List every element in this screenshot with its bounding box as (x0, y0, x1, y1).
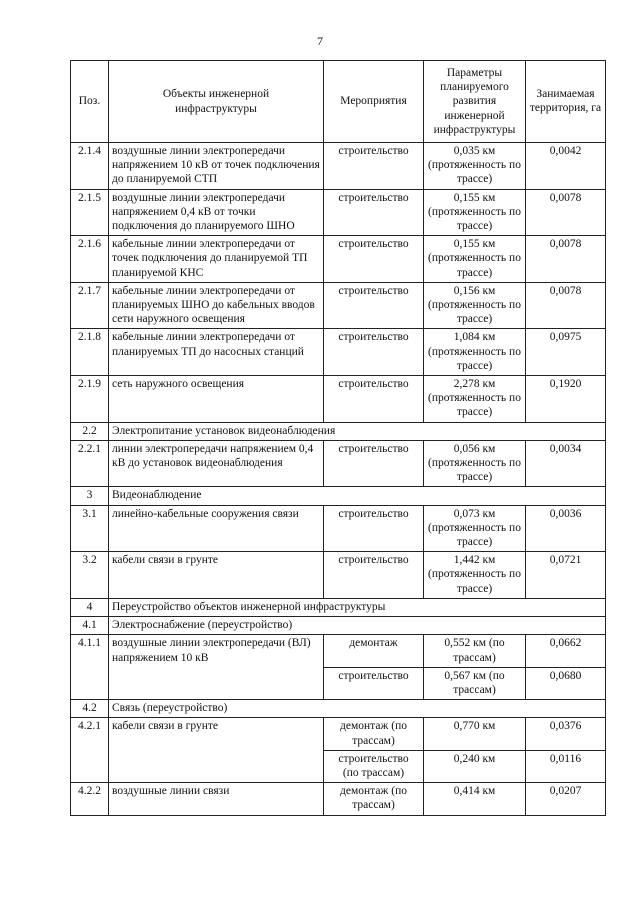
row-object: кабельные линии электропередачи от планируемых ТП до насосных станций (109, 329, 324, 376)
section-pos: 3 (71, 487, 109, 505)
row-measure: строительство (324, 667, 424, 699)
section-pos: 2.2 (71, 422, 109, 440)
table-row (71, 440, 606, 487)
row-pos: 2.1.7 (71, 282, 109, 329)
row-parameter: 0,414 км (424, 783, 526, 815)
row-measure: строительство (324, 143, 424, 190)
section-title: Связь (переустройство) (109, 700, 606, 718)
section-title: Электропитание установок видеонаблюдения (109, 422, 606, 440)
section-title: Переустройство объектов инженерной инфраструктуры (109, 598, 606, 616)
row-territory: 0,0078 (526, 282, 606, 329)
table-row (71, 329, 606, 376)
row-territory: 0,0042 (526, 143, 606, 190)
header-objects: Объекты инженерной инфраструктуры (109, 61, 324, 143)
section-row (71, 617, 606, 635)
row-object: кабельные линии электропередачи от планируемых ШНО до кабельных вводов сети наружного освещения (109, 282, 324, 329)
row-measure: строительство (324, 440, 424, 487)
table-row (71, 236, 606, 283)
row-parameter: 0,240 км (424, 750, 526, 782)
row-measure: строительство (324, 376, 424, 423)
row-territory: 0,0975 (526, 329, 606, 376)
row-object: воздушные линии электропередачи (ВЛ) напряжением 10 кВ (109, 635, 324, 700)
table-row (71, 783, 606, 815)
row-pos: 4.2.1 (71, 718, 109, 783)
row-territory: 0,0078 (526, 236, 606, 283)
header-pos: Поз. (71, 61, 109, 143)
table-row (71, 143, 606, 190)
row-pos: 2.1.6 (71, 236, 109, 283)
row-measure: строительство (324, 282, 424, 329)
section-pos: 4 (71, 598, 109, 616)
row-parameter: 1,084 км (протяженность по трассе) (424, 329, 526, 376)
row-pos: 2.1.8 (71, 329, 109, 376)
row-pos: 4.1.1 (71, 635, 109, 700)
row-measure: строительство (по трассам) (324, 750, 424, 782)
row-pos: 2.1.4 (71, 143, 109, 190)
table-row (71, 189, 606, 236)
row-parameter: 0,155 км (протяженность по трассе) (424, 236, 526, 283)
row-parameter: 0,552 км (по трассам) (424, 635, 526, 667)
section-row (71, 422, 606, 440)
infrastructure-table (70, 60, 606, 816)
row-object: кабельные линии электропередачи от точек подключения до планируемой ТП планируемой КНС (109, 236, 324, 283)
row-pos: 3.2 (71, 552, 109, 599)
row-parameter: 1,442 км (протяженность по трассе) (424, 552, 526, 599)
section-pos: 4.2 (71, 700, 109, 718)
row-pos: 2.1.5 (71, 189, 109, 236)
row-territory: 0,0721 (526, 552, 606, 599)
row-object: линейно-кабельные сооружения связи (109, 505, 324, 552)
row-parameter: 0,056 км (протяженность по трассе) (424, 440, 526, 487)
section-pos: 4.1 (71, 617, 109, 635)
section-title: Видеонаблюдение (109, 487, 606, 505)
row-parameter: 0,567 км (по трассам) (424, 667, 526, 699)
table-row (71, 376, 606, 423)
row-object: линии электропередачи напряжением 0,4 кВ до установок видеонаблюдения (109, 440, 324, 487)
row-territory: 0,1920 (526, 376, 606, 423)
row-territory: 0,0034 (526, 440, 606, 487)
section-title: Электроснабжение (переустройство) (109, 617, 606, 635)
header-parameters: Параметры планируемого развития инженерной инфраструктуры (424, 61, 526, 143)
row-object: воздушные линии электропередачи напряжением 10 кВ от точек подключения до планируемой СТП (109, 143, 324, 190)
row-pos: 2.2.1 (71, 440, 109, 487)
row-parameter: 0,770 км (424, 718, 526, 750)
header-measures: Мероприятия (324, 61, 424, 143)
table-row (71, 718, 606, 750)
row-measure: демонтаж (по трассам) (324, 718, 424, 750)
row-parameter: 0,035 км (протяженность по трассе) (424, 143, 526, 190)
row-measure: строительство (324, 552, 424, 599)
header-territory: Занимаемая территория, га (526, 61, 606, 143)
table-header-row (71, 61, 606, 143)
table-row (71, 505, 606, 552)
row-object: кабели связи в грунте (109, 552, 324, 599)
section-row (71, 487, 606, 505)
row-pos: 3.1 (71, 505, 109, 552)
row-measure: строительство (324, 189, 424, 236)
row-parameter: 2,278 км (протяженность по трассе) (424, 376, 526, 423)
row-object: воздушные линии связи (109, 783, 324, 815)
table-row (71, 635, 606, 667)
row-territory: 0,0662 (526, 635, 606, 667)
page-number: 7 (317, 34, 323, 48)
row-object: воздушные линии электропередачи напряжением 0,4 кВ от точки подключения до планируемого ШНО (109, 189, 324, 236)
row-measure: строительство (324, 329, 424, 376)
row-territory: 0,0078 (526, 189, 606, 236)
section-row (71, 700, 606, 718)
row-parameter: 0,073 км (протяженность по трассе) (424, 505, 526, 552)
row-object: сеть наружного освещения (109, 376, 324, 423)
row-measure: строительство (324, 236, 424, 283)
row-parameter: 0,155 км (протяженность по трассе) (424, 189, 526, 236)
row-pos: 4.2.2 (71, 783, 109, 815)
row-territory: 0,0116 (526, 750, 606, 782)
table-row (71, 552, 606, 599)
row-territory: 0,0207 (526, 783, 606, 815)
row-pos: 2.1.9 (71, 376, 109, 423)
row-territory: 0,0036 (526, 505, 606, 552)
row-territory: 0,0376 (526, 718, 606, 750)
row-parameter: 0,156 км (протяженность по трассе) (424, 282, 526, 329)
row-measure: демонтаж (по трассам) (324, 783, 424, 815)
row-measure: демонтаж (324, 635, 424, 667)
table-row (71, 282, 606, 329)
row-object: кабели связи в грунте (109, 718, 324, 783)
row-measure: строительство (324, 505, 424, 552)
section-row (71, 598, 606, 616)
row-territory: 0,0680 (526, 667, 606, 699)
